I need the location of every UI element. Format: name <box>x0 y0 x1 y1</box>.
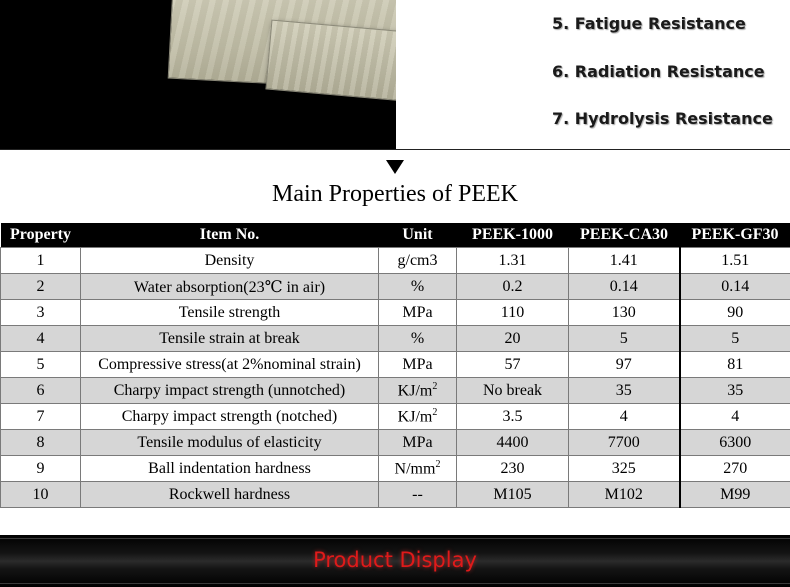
table-row <box>1 482 790 508</box>
table-row <box>1 352 790 378</box>
cell-unit <box>379 326 457 352</box>
table-header-row <box>1 223 790 248</box>
cell-peek-1000: 3.5 <box>457 404 569 430</box>
cell-peek-1000: 4400 <box>457 430 569 456</box>
down-arrow-icon <box>386 160 404 174</box>
cell-peek-gf30: 6300 <box>680 430 790 456</box>
peek-plate-image <box>265 20 396 111</box>
table-row <box>1 456 790 482</box>
unit-text: % <box>410 277 425 295</box>
cell-peek-ca30: 7700 <box>569 430 680 456</box>
header-property: Property <box>1 223 81 248</box>
top-banner <box>0 0 790 150</box>
cell-unit <box>379 482 457 508</box>
cell-peek-ca30: 35 <box>569 378 680 404</box>
cell-peek-ca30: 1.41 <box>569 248 680 274</box>
cell-peek-1000: No break <box>457 378 569 404</box>
table-body <box>1 248 790 508</box>
cell-peek-gf30: 35 <box>680 378 790 404</box>
header-peek-1000: PEEK-1000 <box>457 223 569 248</box>
cell-property: 9 <box>1 456 81 482</box>
cell-item-no: Ball indentation hardness <box>81 456 379 482</box>
cell-item-no: Compressive stress(at 2%nominal strain) <box>81 352 379 378</box>
cell-peek-gf30: 90 <box>680 300 790 326</box>
resistance-list <box>552 12 773 155</box>
table-row <box>1 378 790 404</box>
table-row <box>1 248 790 274</box>
unit-text: g/cm3 <box>397 251 438 269</box>
header-peek-gf30: PEEK-GF30 <box>680 223 790 248</box>
cell-peek-gf30: 5 <box>680 326 790 352</box>
cell-peek-1000: 57 <box>457 352 569 378</box>
table-row <box>1 300 790 326</box>
cell-item-no: Density <box>81 248 379 274</box>
cell-peek-ca30: 97 <box>569 352 680 378</box>
cell-unit <box>379 300 457 326</box>
unit-superscript: 2 <box>432 380 438 392</box>
header-peek-ca30: PEEK-CA30 <box>569 223 680 248</box>
banner-divider <box>0 149 790 150</box>
cell-unit <box>379 456 457 482</box>
table-row <box>1 274 790 300</box>
product-photo <box>0 0 396 150</box>
unit-text: N/mm <box>394 460 436 478</box>
section-title: Main Properties of PEEK <box>272 181 518 207</box>
footer-bar <box>0 535 790 587</box>
cell-peek-gf30: 81 <box>680 352 790 378</box>
table-row <box>1 326 790 352</box>
cell-unit <box>379 248 457 274</box>
cell-peek-1000: M105 <box>457 482 569 508</box>
resistance-item: 5. Fatigue Resistance <box>552 14 746 33</box>
cell-property: 7 <box>1 404 81 430</box>
cell-peek-ca30: M102 <box>569 482 680 508</box>
unit-text: KJ/m <box>397 408 433 426</box>
cell-peek-1000: 20 <box>457 326 569 352</box>
cell-peek-gf30: M99 <box>680 482 790 508</box>
properties-table <box>0 223 790 508</box>
cell-peek-1000: 1.31 <box>457 248 569 274</box>
unit-text: -- <box>412 485 423 503</box>
cell-peek-1000: 110 <box>457 300 569 326</box>
cell-unit <box>379 430 457 456</box>
cell-peek-ca30: 5 <box>569 326 680 352</box>
cell-item-no: Tensile modulus of elasticity <box>81 430 379 456</box>
cell-peek-ca30: 0.14 <box>569 274 680 300</box>
unit-text: KJ/m <box>397 382 433 400</box>
product-display-title: Product Display <box>313 548 477 572</box>
cell-item-no: Rockwell hardness <box>81 482 379 508</box>
unit-text: MPa <box>402 303 433 321</box>
resistance-item: 7. Hydrolysis Resistance <box>552 109 773 128</box>
cell-peek-ca30: 4 <box>569 404 680 430</box>
cell-peek-ca30: 130 <box>569 300 680 326</box>
cell-peek-1000: 0.2 <box>457 274 569 300</box>
cell-peek-gf30: 4 <box>680 404 790 430</box>
cell-peek-ca30: 325 <box>569 456 680 482</box>
cell-item-no: Tensile strength <box>81 300 379 326</box>
cell-property: 3 <box>1 300 81 326</box>
cell-property: 1 <box>1 248 81 274</box>
header-item-no: Item No. <box>81 223 379 248</box>
unit-superscript: 2 <box>432 406 438 418</box>
cell-property: 6 <box>1 378 81 404</box>
unit-text: MPa <box>402 355 433 373</box>
cell-peek-1000: 230 <box>457 456 569 482</box>
table-row <box>1 430 790 456</box>
cell-property: 5 <box>1 352 81 378</box>
resistance-item: 6. Radiation Resistance <box>552 61 765 81</box>
cell-property: 10 <box>1 482 81 508</box>
cell-unit <box>379 274 457 300</box>
cell-peek-gf30: 1.51 <box>680 248 790 274</box>
cell-item-no: Charpy impact strength (notched) <box>81 404 379 430</box>
cell-property: 4 <box>1 326 81 352</box>
cell-property: 8 <box>1 430 81 456</box>
cell-unit <box>379 352 457 378</box>
header-unit: Unit <box>379 223 457 248</box>
cell-unit <box>379 404 457 430</box>
cell-property: 2 <box>1 274 81 300</box>
unit-text: % <box>410 329 425 347</box>
cell-item-no: Charpy impact strength (unnotched) <box>81 378 379 404</box>
cell-peek-gf30: 270 <box>680 456 790 482</box>
table-row <box>1 404 790 430</box>
cell-peek-gf30: 0.14 <box>680 274 790 300</box>
unit-text: MPa <box>402 433 433 451</box>
cell-unit <box>379 378 457 404</box>
cell-item-no: Tensile strain at break <box>81 326 379 352</box>
cell-item-no: Water absorption(23℃ in air) <box>81 274 379 300</box>
unit-superscript: 2 <box>435 458 441 470</box>
